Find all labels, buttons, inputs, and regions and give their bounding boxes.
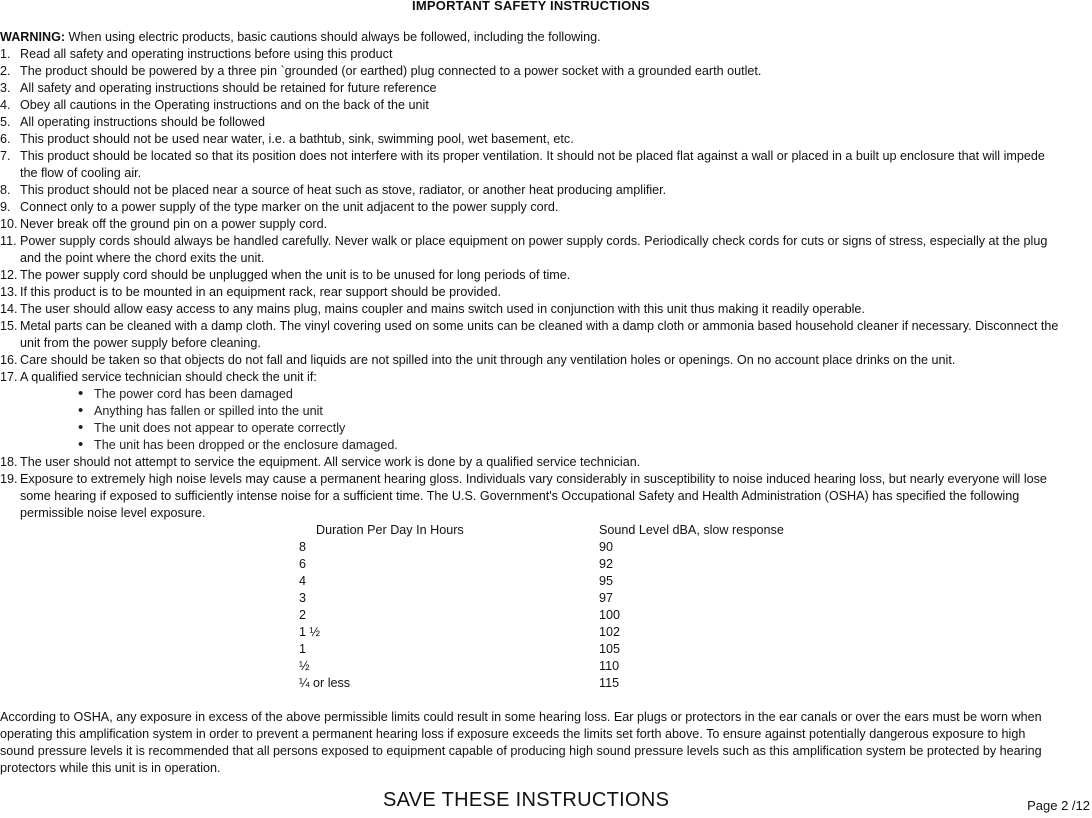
item-number: 9. [0,200,11,214]
item-text: All operating instructions should be followed [20,115,266,129]
item-text: The product should be powered by a three pin `grounded (or earthed) plug connected to a power socket with a grounded earth outlet. [20,64,762,78]
osha-paragraph: According to OSHA, any exposure in excess of the above permissible limits could result in some hearing loss. Ear plugs or protectors in the ear canals or over the ears must be worn when operating this amplification system in order to prevent a permanent hearing loss if exposure exceeds the limits set forth above. To ensure against potentially dangerous exposure to high sound pressure levels it is recommended that all persons exposed to equipment capable of producing high sound pressure levels such as this amplification system be protected by hearing protectors while this unit is in operation. [0,710,1042,775]
hours-cell: 8 [299,540,307,554]
item-text: Metal parts can be cleaned with a damp cloth. The vinyl covering used on some units can be cleaned with a damp cloth or ammonia based household cleaner if necessary. Disconnect the unit from the power supply before cleaning. [20,319,1059,350]
dba-cell: 102 [599,625,621,639]
list-item [0,199,1062,216]
item-number: 1. [0,47,11,61]
column-header-duration: Duration Per Day In Hours [316,523,464,537]
page-title: IMPORTANT SAFETY INSTRUCTIONS [412,0,650,13]
item-number: 17. [0,370,18,384]
item-number: 19. [0,472,18,486]
dba-cell: 90 [599,540,614,554]
warning-label: WARNING: [0,30,66,44]
list-item [0,471,1062,522]
table-row [0,675,1062,692]
item-number: 11. [0,234,17,248]
item-text: All safety and operating instructions should be retained for future reference [20,81,437,95]
list-item [0,80,1062,97]
hours-cell: 1 [299,642,307,656]
table-row [0,624,1062,641]
dba-cell: 92 [599,557,614,571]
item-number: 5. [0,115,11,129]
list-item [0,182,1062,199]
dba-cell: 110 [599,659,620,673]
item-number: 4. [0,98,11,112]
hours-cell: ½ [299,659,310,673]
page-number: Page 2 /12 [1027,798,1090,813]
table-row [0,590,1062,607]
bullet-item [78,419,1062,437]
list-item [0,267,1062,284]
bullet-item [78,436,1062,454]
bullet-icon: • [78,402,84,419]
column-header-sound-level: Sound Level dBA, slow response [599,523,784,537]
list-item [0,46,1062,63]
item-text: Obey all cautions in the Operating instructions and on the back of the unit [20,98,429,112]
list-item [0,454,1062,471]
table-row [0,539,1062,556]
dba-cell: 95 [599,574,614,588]
hours-cell: 4 [299,574,307,588]
noise-exposure-table [0,522,1062,692]
table-row [0,641,1062,658]
list-item [0,148,1062,182]
table-row [0,658,1062,675]
item-text: This product should be located so that its position does not interfere with its proper ventilation. It should not be placed flat against a wall or placed in a built up enclosure that will impede the flow of cooling air. [20,149,1045,180]
item-number: 18. [0,455,18,469]
item-text: This product should not be used near water, i.e. a bathtub, sink, swimming pool, wet basement, etc. [20,132,574,146]
list-item [0,216,1062,233]
item-number: 6. [0,132,11,146]
item-number: 12. [0,268,18,282]
dba-cell: 100 [599,608,621,622]
item-text: If this product is to be mounted in an equipment rack, rear support should be provided. [20,285,501,299]
table-row [0,573,1062,590]
item-number: 16. [0,353,18,367]
hours-cell: 3 [299,591,307,605]
item-text: The user should not attempt to service the equipment. All service work is done by a qualified service technician. [20,455,641,469]
bullet-item [78,385,1062,403]
item-text: Read all safety and operating instructions before using this product [20,47,393,61]
item-text: A qualified service technician should check the unit if: [20,370,317,384]
list-item [0,301,1062,318]
dba-cell: 115 [599,676,620,690]
hours-cell: 2 [299,608,307,622]
item-text: Never break off the ground pin on a power supply cord. [20,217,328,231]
item-number: 14. [0,302,18,316]
item-number: 3. [0,81,11,95]
table-row [0,607,1062,624]
item-text: The power supply cord should be unplugged when the unit is to be unused for long periods of time. [20,268,571,282]
hours-cell: 1 ½ [299,625,321,639]
dba-cell: 97 [599,591,614,605]
service-check-list [20,386,1062,454]
bullet-icon: • [78,436,84,453]
bullet-text: The unit has been dropped or the enclosure damaged. [94,438,398,452]
item-number: 8. [0,183,11,197]
save-instructions-heading: SAVE THESE INSTRUCTIONS [383,789,670,811]
item-text: The user should allow easy access to any mains plug, mains coupler and mains switch used in conjunction with this unit thus making it readily operable. [20,302,865,316]
bullet-text: Anything has fallen or spilled into the unit [94,404,323,418]
list-item [0,114,1062,131]
warning-line [0,29,1062,46]
bullet-item [78,402,1062,420]
item-number: 7. [0,149,11,163]
item-text: Care should be taken so that objects do not fall and liquids are not spilled into the unit through any ventilation holes or openings. On no account place drinks on the unit. [20,353,956,367]
list-item [0,131,1062,148]
dba-cell: 105 [599,642,621,656]
list-item [0,318,1062,352]
list-item [0,63,1062,80]
item-text: Exposure to extremely high noise levels may cause a permanent hearing gloss. Individuals vary considerably in susceptibility to noise induced hearing loss, but nearly everyone will lose some hearing if exposed to sufficiently intense noise for a sufficient time. The U.S. Government's Occupational Safety and Health Administration (OSHA) has specified the following permissible noise level exposure. [20,472,1047,520]
bullet-icon: • [78,385,84,402]
item-text: This product should not be placed near a source of heat such as stove, radiator, or another heat producing amplifier. [20,183,667,197]
list-item [0,284,1062,301]
bullet-text: The power cord has been damaged [94,387,293,401]
list-item [0,369,1062,454]
item-number: 15. [0,319,18,333]
table-row [0,556,1062,573]
item-text: Connect only to a power supply of the type marker on the unit adjacent to the power supply cord. [20,200,559,214]
warning-text: When using electric products, basic cautions should always be followed, including the following. [65,30,601,44]
list-item [0,97,1062,114]
item-text: Power supply cords should always be handled carefully. Never walk or place equipment on power supply cords. Periodically check cords for cuts or signs of stress, especially at the plug and the point where the chord exits the unit. [20,234,1048,265]
item-number: 13. [0,285,18,299]
list-item [0,233,1062,267]
instructions-content [0,29,1062,777]
bullet-text: The unit does not appear to operate correctly [94,421,346,435]
item-number: 10. [0,217,18,231]
bullet-icon: • [78,419,84,436]
table-header-row [0,522,1062,539]
hours-cell: 6 [299,557,307,571]
list-item [0,352,1062,369]
item-number: 2. [0,64,11,78]
safety-list [0,46,1062,522]
hours-cell: ¼ or less [299,676,351,690]
